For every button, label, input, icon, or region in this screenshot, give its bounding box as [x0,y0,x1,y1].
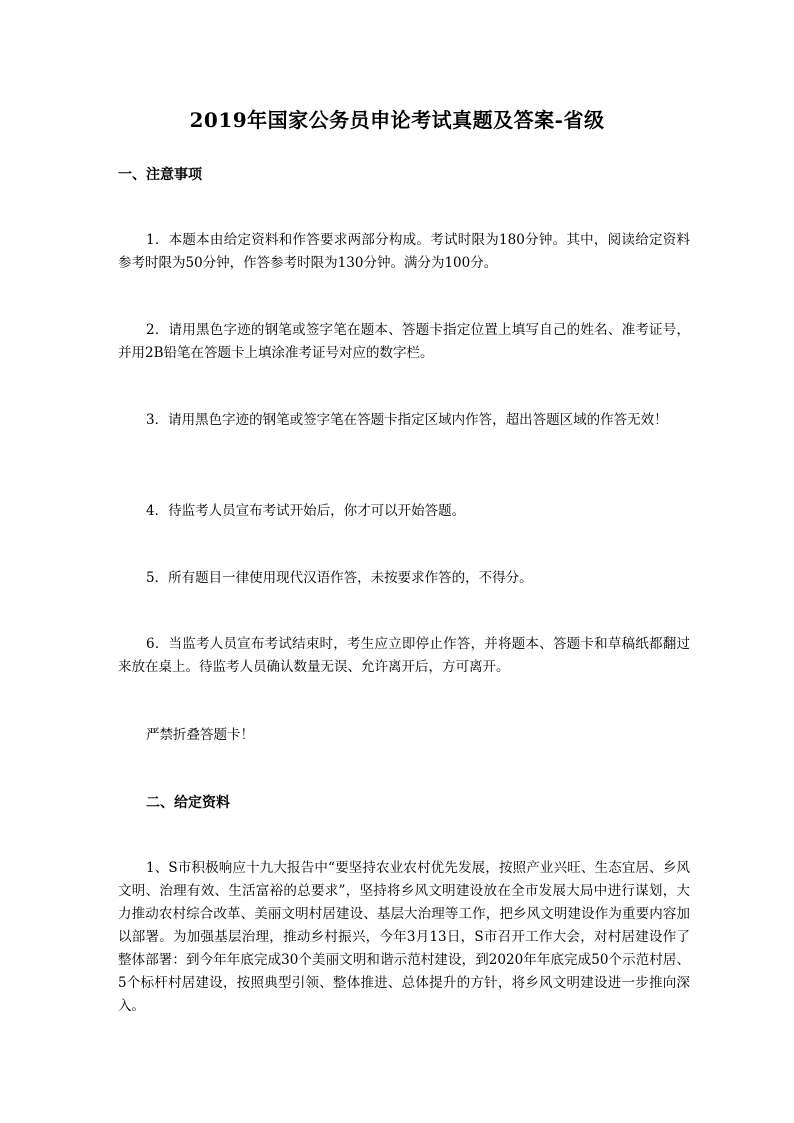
notice-item-5: 5．所有题目一律使用现代汉语作答，未按要求作答的，不得分。 [146,570,533,586]
section-heading-notes: 一、注意事项 [118,167,202,183]
no-folding-notice: 严禁折叠答题卡！ [146,727,254,743]
notice-item-1: 1．本题本由给定资料和作答要求两部分构成。考试时限为180分钟。其中，阅读给定资料参考时限为50分钟，作答参考时限为130分钟。满分为100分。 [118,232,690,271]
section-heading-materials: 二、给定资料 [146,795,230,811]
material-paragraph-1: 1、S市积极响应十九大报告中“要坚持农业农村优先发展，按照产业兴旺、生态宜居、乡风文明、治理有效、生活富裕的总要求”，坚持将乡风文明建设放在全市发展大局中进行谋划，大力推动农村综合改革、美丽文明村居建设、基层大治理等工作，把乡风文明建设作为重要内容加以部署。为加强基层治理，推动乡村振兴，今年3月13日，S市召开工作大会，对村居建设作了整体部署：到今年年底完成30个美丽文明和谐示范村建设，到2020年年底完成50个示范村居、5个标杆村居建设，按照典型引领、整体推进、总体提升的方针，将乡风文明建设进一步推向深入。 [118,860,690,1014]
notice-item-6: 6．当监考人员宣布考试结束时，考生应立即停止作答，并将题本、答题卡和草稿纸都翻过来放在桌上。待监考人员确认数量无误、允许离开后，方可离开。 [118,636,690,675]
notice-item-3: 3．请用黑色字迹的钢笔或签字笔在答题卡指定区域内作答，超出答题区域的作答无效！ [146,412,668,428]
notice-item-2: 2．请用黑色字迹的钢笔或签字笔在题本、答题卡指定位置上填写自己的姓名、准考证号，并用2B铅笔在答题卡上填涂准考证号对应的数字栏。 [118,322,690,361]
document-title: 2019年国家公务员申论考试真题及答案-省级 [189,108,605,132]
notice-item-4: 4．待监考人员宣布考试开始后，你才可以开始答题。 [146,503,466,519]
